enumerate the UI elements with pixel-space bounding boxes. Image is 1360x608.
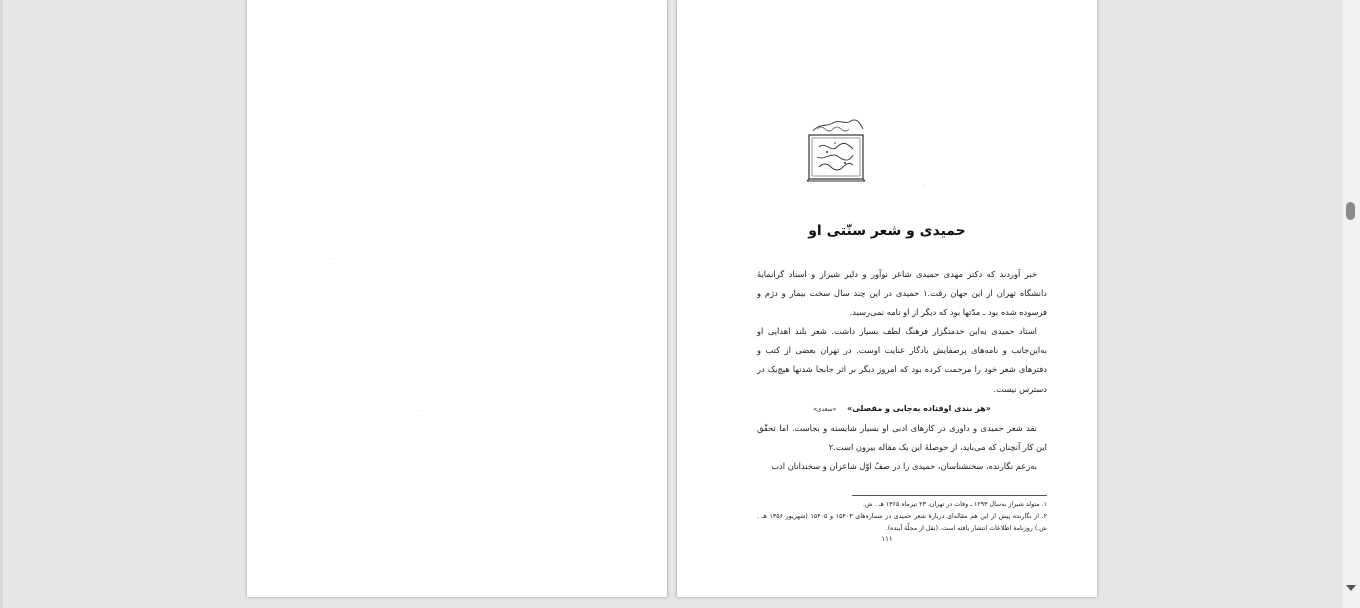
footnote-divider [852, 495, 1047, 496]
chevron-down-icon[interactable] [1346, 585, 1356, 591]
quote-text: «هر بندی اوفتاده به‌جایی و مفصلی» [847, 403, 991, 413]
footnote: ۱. متولد شیراز به‌سال ۱۲۹۳ ـ وفات در تهران، ۲۳ تیرماه ۱۳۶۵ هـ . ش. [862, 501, 1047, 508]
vertical-scrollbar[interactable] [1341, 0, 1360, 608]
footnotes [757, 499, 1047, 535]
paragraph: به‌زعم نگارنده، سخنشناسان، حمیدی را در صفّ اوّل شاعران و سخندانان ادب [771, 460, 1037, 471]
viewer-left-border [0, 0, 3, 608]
verse-quote [757, 399, 1047, 419]
paragraph: نقد شعر حمیدی و داوری در کارهای ادبی او بسیار شایسته و بجاست. اما تحقّق این کار آنچنان که می‌باید، از حوصلهٔ این یک مقاله بیرون است.۲ [757, 422, 1047, 452]
page-number: ۱۱۱ [881, 535, 893, 543]
scrollbar-thumb[interactable] [1346, 202, 1355, 220]
page-left [247, 0, 667, 597]
calligraphic-seal-icon [805, 119, 869, 185]
scan-speck [924, 185, 925, 186]
scan-speck [333, 258, 334, 259]
page-right [677, 0, 1097, 597]
chapter-title: حمیدی و شعر سنّتی او [808, 223, 966, 239]
body-text [757, 265, 1047, 476]
scan-speck [418, 410, 419, 411]
footnote: ۲. از نگارنده پیش از این هم مقاله‌ای دربارهٔ شعر حمیدی در شماره‌های ۱۵۴۰۳ و ۱۵۴۰۵ (شهریور ۱۳۵۶ هـ . ش.) روزنامهٔ اطلاعات انتشار یافته است. (نقل از مجلّهٔ آینده). [757, 513, 1047, 532]
paragraph: استاد حمیدی به‌این خدمتگزار فرهنگ لطف بسیار داشت. شعر بلند اهدایی او به‌این‌جانب و نامه‌های پرصفایش یادگار عنایت اوست. در تهران بعضی از کتب و دفترهای شعر خود را مرحمت کرده بود که امروز دیگر بر اثر جابجا شدنها هیچ‌یک در دسترس نیست. [757, 326, 1047, 394]
paragraph: خبر آوردند که دکتر مهدی حمیدی شاعر نوآور و دلیر شیراز و استاد گرانمایهٔ دانشگاه تهران از این جهان رفت.۱ حمیدی در این چند سال سخت بیمار و دژم و فرسوده شده بود ـ مدّتها بود که دیگر از او نامه نمی‌رسید. [757, 269, 1047, 318]
quote-attribution: «سعدی» [813, 405, 837, 413]
